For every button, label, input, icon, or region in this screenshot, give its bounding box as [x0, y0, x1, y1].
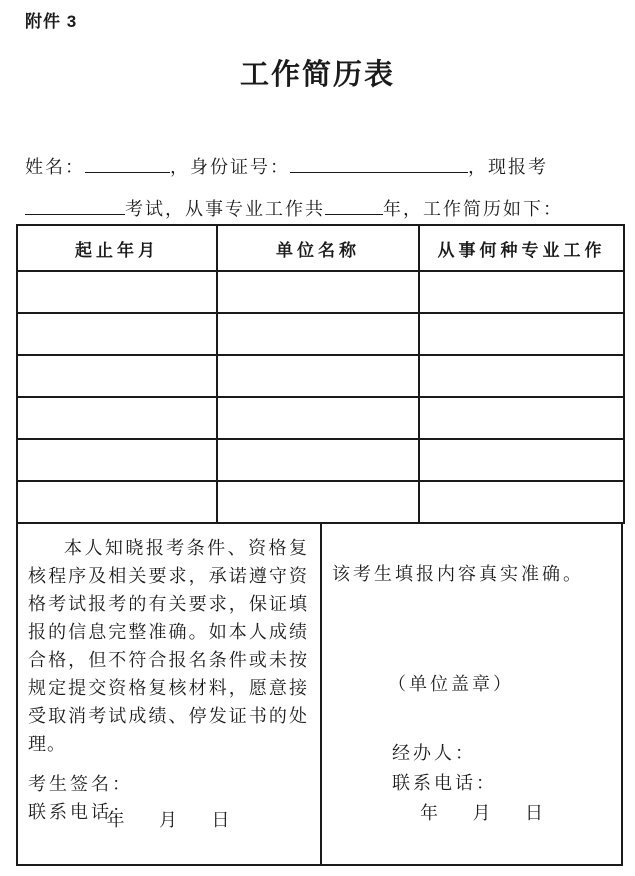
declaration-cell	[18, 524, 322, 864]
table-cell	[217, 397, 419, 439]
table-cell	[419, 271, 624, 313]
table-row	[17, 481, 624, 523]
handler-signature-block	[392, 738, 545, 828]
table-cell	[217, 481, 419, 523]
applicant-phone-label: 联系电话：	[28, 802, 133, 822]
applicant-date-line: 年 月 日	[106, 810, 232, 830]
bottom-section	[16, 522, 623, 866]
applicant-signature-label: 考生签名：	[28, 774, 133, 794]
header-row	[17, 225, 624, 271]
table-cell	[17, 397, 217, 439]
table-cell	[17, 355, 217, 397]
header-cell-unit: 单位名称	[217, 225, 419, 271]
table-cell	[419, 313, 624, 355]
handler-phone-label: 联系电话：	[392, 773, 497, 793]
unit-seal-label: （单位盖章）	[388, 674, 514, 694]
apply-label: ，现报考	[468, 157, 548, 177]
handler-date-line: 年 月 日	[420, 803, 545, 823]
table-cell	[17, 439, 217, 481]
verification-cell	[322, 524, 621, 864]
declaration-text: 本人知晓报考条件、资格复核程序及相关要求，承诺遵守资格考试报考的有关要求，保证填报的信息完整准确。如本人成绩合格，但不符合报名条件或未按规定提交资格复核材料，愿意接受取消考试成绩、停发证书的处理。	[28, 538, 308, 754]
resume-table	[16, 224, 625, 524]
name-label: 姓名：	[25, 157, 85, 177]
table-row	[17, 439, 624, 481]
table-cell	[17, 271, 217, 313]
table-cell	[419, 439, 624, 481]
handler-label: 经办人：	[392, 743, 476, 763]
table-row	[17, 313, 624, 355]
table-cell	[419, 397, 624, 439]
name-blank	[85, 155, 170, 173]
years-suffix-label: 年，工作简历如下：	[383, 199, 563, 219]
verification-text: 该考生填报内容真实准确。	[332, 564, 584, 584]
header-cell-work-type: 从事何种专业工作	[419, 225, 624, 271]
table-cell	[17, 313, 217, 355]
table-cell	[419, 355, 624, 397]
table-cell	[17, 481, 217, 523]
attachment-label: 附件 3	[25, 12, 78, 31]
id-label: ，身份证号：	[170, 157, 290, 177]
table-row	[17, 271, 624, 313]
table-cell	[217, 439, 419, 481]
table-cell	[419, 481, 624, 523]
form-title: 工作简历表	[239, 59, 395, 91]
table-cell	[217, 313, 419, 355]
resume-table-body	[17, 271, 624, 523]
id-number-blank	[290, 155, 468, 173]
exam-name-blank	[25, 197, 125, 215]
intro-paragraph	[25, 146, 610, 230]
table-row	[17, 397, 624, 439]
years-blank	[325, 197, 383, 215]
resume-table-header	[17, 225, 624, 271]
exam-suffix-label: 考试，从事专业工作共	[125, 199, 325, 219]
table-row	[17, 355, 624, 397]
header-cell-period: 起止年月	[17, 225, 217, 271]
table-cell	[217, 355, 419, 397]
table-cell	[217, 271, 419, 313]
